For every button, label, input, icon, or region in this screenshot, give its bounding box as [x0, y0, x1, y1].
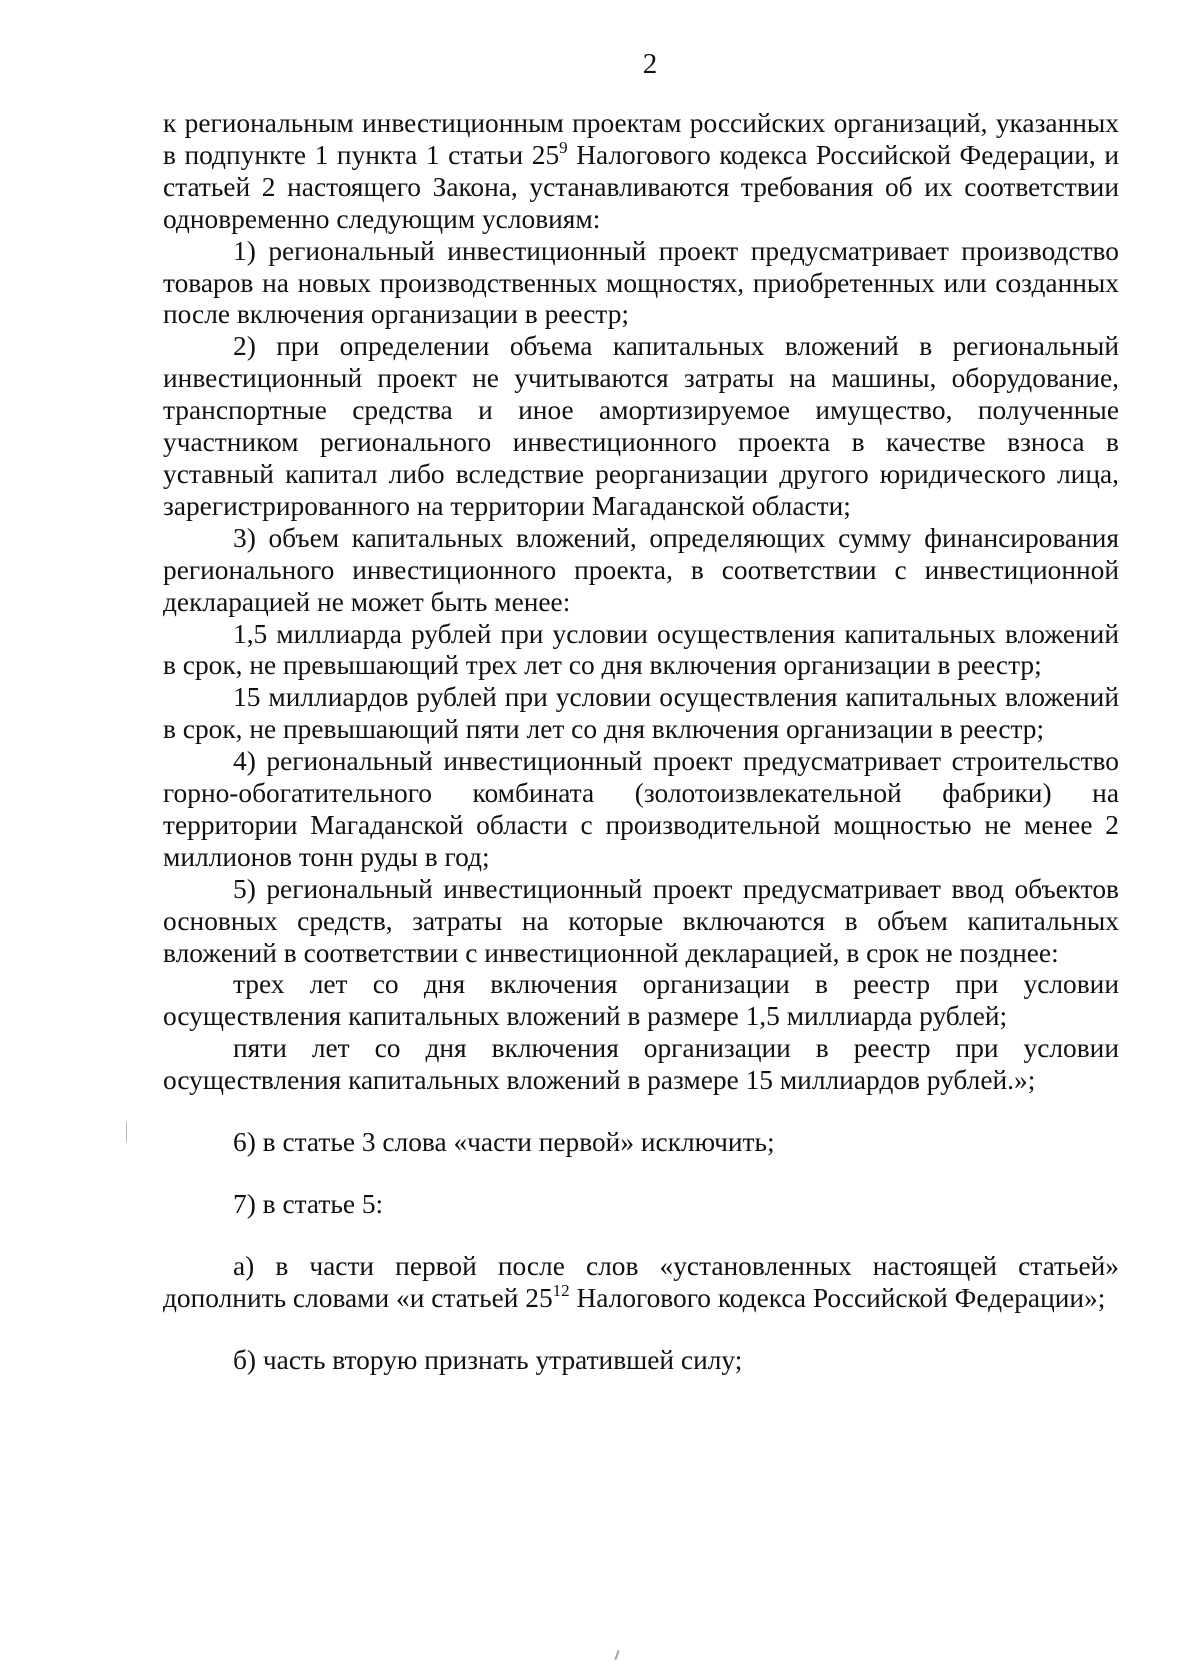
paragraph-condition-1: 1) региональный инвестиционный проект предусматривает производство товаров на новых производственных мощностях, приобретенных или созданных после включения организации в реестр; [163, 235, 1119, 330]
scan-margin-mark [126, 1122, 127, 1142]
paragraph-item-7: 7) в статье 5: [233, 1189, 384, 1219]
paragraph-text: а) в части первой после слов «установленных настоящей статьей» дополнить словами «и статьей 25 [163, 1250, 1119, 1313]
page-number: 2 [642, 48, 658, 80]
superscript-article-number: 9 [559, 137, 568, 157]
paragraph-amount-15: 15 миллиардов рублей при условии осуществления капитальных вложений в срок, не превышающий пяти лет со дня включения организации в реестр; [163, 682, 1119, 745]
scan-bottom-mark [614, 1650, 619, 1660]
paragraph-condition-2: 2) при определении объема капитальных вложений в региональный инвестиционный проект не учитываются затраты на машины, оборудование, транспортные средства и иное амортизируемое имущество, полученные участником регионального инвестиционного проекта в качестве взноса в уставный капитал либо вследствие реорганизации другого юридического лица, зарегистрированного на территории Магаданской области; [163, 331, 1119, 521]
paragraph-intro [163, 108, 1119, 236]
paragraph-text: Налогового кодекса Российской Федерации, и статьей 2 настоящего Закона, устанавливаются требования об их соответствии одновременно следующим условиям: [163, 139, 1119, 234]
paragraph-text: Налогового кодекса Российской Федерации»; [569, 1282, 1106, 1313]
paragraph-text: к региональным инвестиционным проектам российских организаций, указанных в подпункте 1 пункта 1 статьи 25 [163, 108, 1119, 170]
paragraph-condition-3: 3) объем капитальных вложений, определяющих сумму финансирования регионального инвестиционного проекта, в соответствии с инвестиционной декларацией не может быть менее: [163, 522, 1119, 617]
paragraph-condition-5: 5) региональный инвестиционный проект предусматривает ввод объектов основных средств, затраты на которые включаются в объем капитальных вложений в соответствии с инвестиционной декларацией, в срок не позднее: [163, 873, 1119, 968]
paragraph-item-6: 6) в статье 3 слова «части первой» исключить; [233, 1127, 775, 1158]
paragraph-item-7a [163, 1251, 1119, 1315]
superscript-article-number: 12 [552, 1280, 570, 1300]
paragraph-term-five-years: пяти лет со дня включения организации в реестр при условии осуществления капитальных вложений в размере 15 миллиардов рублей.»; [163, 1033, 1119, 1096]
paragraph-term-three-years: трех лет со дня включения организации в реестр при условии осуществления капитальных вложений в размере 1,5 миллиарда рублей; [163, 969, 1119, 1032]
document-body [163, 108, 1119, 1377]
paragraph-item-7b: б) часть вторую признать утратившей силу; [233, 1344, 743, 1375]
paragraph-amount-1-5: 1,5 миллиарда рублей при условии осуществления капитальных вложений в срок, не превышающий трех лет со дня включения организации в реестр; [163, 618, 1119, 681]
paragraph-condition-4: 4) региональный инвестиционный проект предусматривает строительство горно-обогатительного комбината (золотоизвлекательной фабрики) на территории Магаданской области с производительной мощностью не менее 2 миллионов тонн руды в год; [163, 746, 1119, 872]
